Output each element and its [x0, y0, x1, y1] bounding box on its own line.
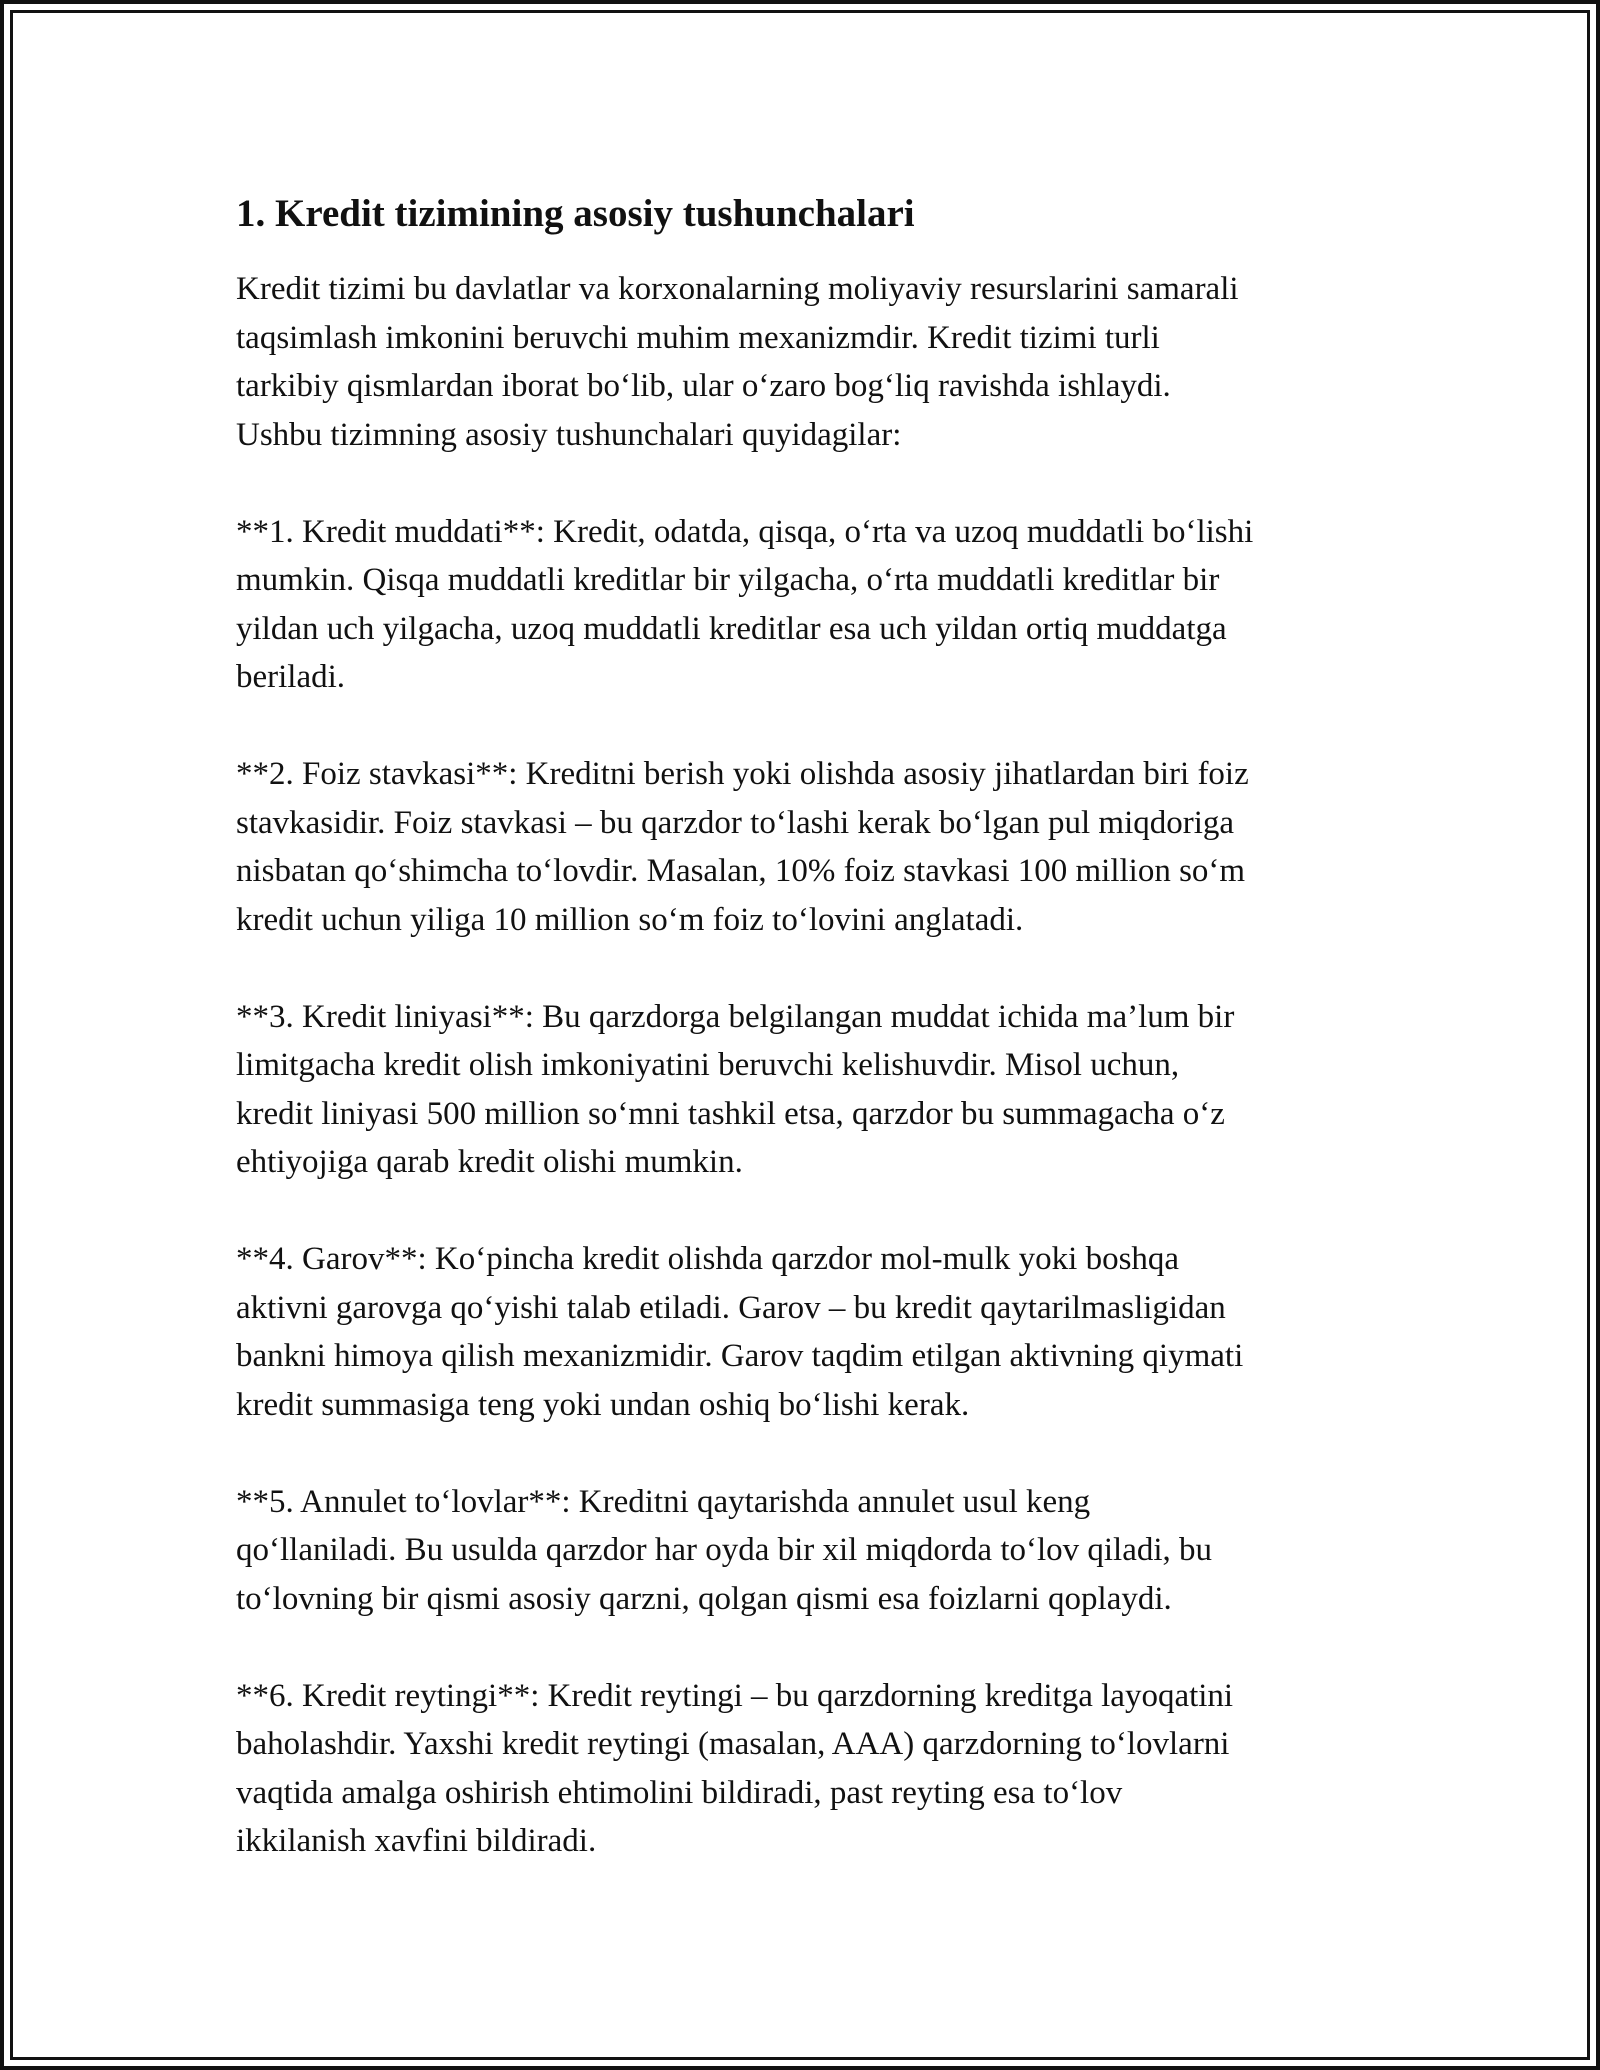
- paragraph-kredit-muddati: **1. Kredit muddati**: Kredit, odatda, qisqa, o‘rta va uzoq muddatli bo‘lishi mumkin. Qisqa muddatli kreditlar bir yilgacha, o‘rta muddatli kreditlar bir yildan uch yilgacha, uzoq muddatli kreditlar esa uch yildan ortiq muddatga beriladi.: [236, 513, 1254, 695]
- paragraph-garov: **4. Garov**: Ko‘pincha kredit olishda qarzdor mol-mulk yoki boshqa aktivni garovga qo‘yishi talab etiladi. Garov – bu kredit qaytarilmasligidan bankni himoya qilish mexanizmidir. Garov taqdim etilgan aktivning qiymati kredit summasiga teng yoki undan oshiq bo‘lishi kerak.: [236, 1241, 1244, 1423]
- paragraph-foiz-stavkasi: **2. Foiz stavkasi**: Kreditni berish yoki olishda asosiy jihatlardan biri foiz stavkasidir. Foiz stavkasi – bu qarzdor to‘lashi kerak bo‘lgan pul miqdoriga nisbatan qo‘shimcha to‘lovdir. Masalan, 10% foiz stavkasi 100 million so‘m kredit uchun yiliga 10 million so‘m foiz to‘lovini anglatadi.: [236, 756, 1249, 938]
- paragraph-annulet-tolovlar: **5. Annulet to‘lovlar**: Kreditni qaytarishda annulet usul keng qo‘llaniladi. Bu usulda qarzdor har oyda bir xil miqdorda to‘lov qiladi, bu to‘lovning bir qismi asosiy qarzni, qolgan qismi esa foizlarni qoplaydi.: [236, 1483, 1213, 1617]
- paragraph-kredit-liniyasi: **3. Kredit liniyasi**: Bu qarzdorga belgilangan muddat ichida ma’lum bir limitgacha kredit olish imkoniyatini beruvchi kelishuvdir. Misol uchun, kredit liniyasi 500 million so‘mni tashkil etsa, qarzdor bu summagacha o‘z ehtiyojiga qarab kredit olishi mumkin.: [236, 998, 1235, 1180]
- section-heading: 1. Kredit tizimining asosiy tushunchalari: [236, 192, 915, 235]
- paragraph-kredit-reytingi: **6. Kredit reytingi**: Kredit reytingi – bu qarzdorning kreditga layoqatini baholashdir. Yaxshi kredit reytingi (masalan, AAA) qarzdorning to‘lovlarni vaqtida amalga oshirish ehtimolini bildiradi, past reyting esa to‘lov ikkilanish xavfini bildiradi.: [236, 1677, 1234, 1859]
- document-body: [236, 185, 1386, 1914]
- intro-paragraph: Kredit tizimi bu davlatlar va korxonalarning moliyaviy resurslarini samarali taqsimlash imkonini beruvchi muhim mexanizmdir. Kredit tizimi turli tarkibiy qismlardan iborat bo‘lib, ular o‘zaro bog‘liq ravishda ishlaydi. Ushbu tizimning asosiy tushunchalari quyidagilar:: [236, 271, 1239, 453]
